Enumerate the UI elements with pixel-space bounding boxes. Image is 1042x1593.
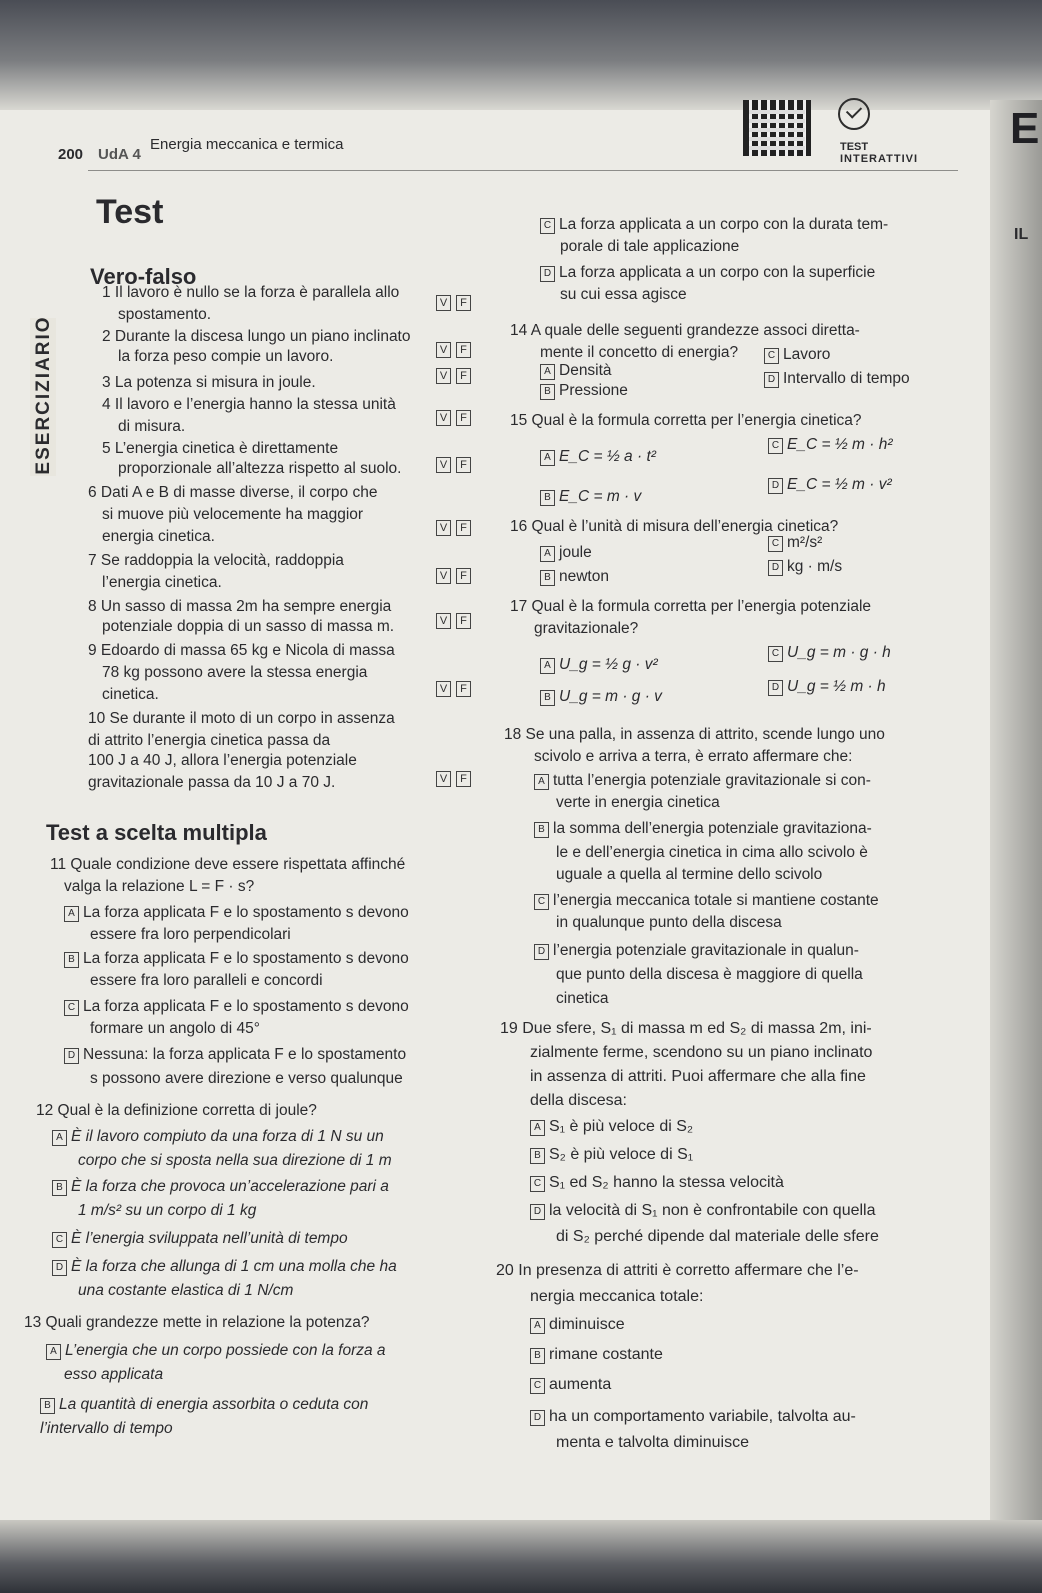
option-text: aumenta: [549, 1376, 612, 1393]
tf-q2-answer[interactable]: [436, 342, 476, 358]
mc-q20-option-a[interactable]: [530, 1316, 625, 1334]
mc-q13-option-d-cont: su cui essa agisce: [560, 286, 687, 303]
option-letter: C: [540, 218, 555, 234]
option-letter: C: [52, 1232, 67, 1248]
mc-q11-line1: 11 Quale condizione deve essere rispettata affinché: [50, 856, 406, 873]
mc-q14-option-d[interactable]: [764, 370, 910, 388]
mc-q14-line2: mente il concetto di energia?: [540, 344, 739, 361]
option-letter: A: [46, 1344, 61, 1360]
option-text: Intervallo di tempo: [783, 370, 910, 387]
mc-q13-option-a[interactable]: [46, 1342, 386, 1360]
option-text: U_g = ½ g · v²: [559, 656, 658, 673]
background-bottom: [0, 1520, 1042, 1593]
option-text: la somma dell’energia potenziale gravitaziona-: [553, 820, 872, 837]
tf-q7-line2: l’energia cinetica.: [102, 574, 222, 591]
main-title: Test: [96, 193, 164, 231]
tf-q9-line3: cinetica.: [102, 686, 159, 703]
mc-q20-option-d[interactable]: [530, 1408, 856, 1426]
true-box[interactable]: V: [436, 568, 451, 584]
option-letter: D: [764, 372, 779, 388]
true-box[interactable]: V: [436, 342, 451, 358]
mc-q18-option-b[interactable]: [534, 820, 872, 838]
mc-q20-line1: 20 In presenza di attriti è corretto affermare che l’e-: [496, 1262, 859, 1279]
option-letter: B: [530, 1348, 545, 1364]
mc-q18-option-b-cont2: uguale a quella al termine dello scivolo: [556, 866, 823, 883]
mc-q18-line2: scivolo e arriva a terra, è errato affermare che:: [534, 748, 853, 765]
mc-q18-option-b-cont1: le e dell’energia cinetica in cima allo scivolo è: [556, 844, 868, 861]
mc-q11-option-b[interactable]: [64, 950, 409, 968]
option-letter: A: [64, 906, 79, 922]
test-label: TEST: [840, 141, 869, 153]
false-box[interactable]: F: [456, 771, 471, 787]
option-text: La forza applicata F e lo spostamento s devono: [83, 950, 409, 967]
mc-q17-option-c[interactable]: [768, 644, 891, 662]
true-box[interactable]: V: [436, 771, 451, 787]
option-text: rimane costante: [549, 1346, 663, 1363]
mc-q12-option-d[interactable]: [52, 1258, 397, 1276]
mc-q19-option-c[interactable]: [530, 1174, 784, 1192]
mc-q13-option-c[interactable]: [540, 216, 888, 234]
tf-q1-line2: spostamento.: [118, 306, 212, 323]
tf-q6-answer[interactable]: [436, 520, 476, 536]
mc-q11-option-d[interactable]: [64, 1046, 406, 1064]
mc-q15-option-c[interactable]: [768, 436, 893, 454]
section-heading-multipla: Test a scelta multipla: [46, 820, 267, 845]
mc-q19-option-a[interactable]: [530, 1118, 693, 1136]
option-letter: D: [768, 560, 783, 576]
tf-q10-answer[interactable]: [436, 771, 476, 787]
side-label: ESERCIZIARIO: [33, 315, 54, 475]
option-text: La forza applicata a un corpo con la durata tem-: [559, 216, 889, 233]
mc-q17-line2: gravitazionale?: [534, 620, 639, 637]
mc-q15-option-d[interactable]: [768, 476, 892, 494]
option-letter: B: [540, 490, 555, 506]
mc-q14-option-b[interactable]: [540, 382, 628, 400]
mc-q18-option-d-cont2: cinetica: [556, 990, 609, 1007]
option-letter: A: [534, 774, 549, 790]
option-letter: B: [540, 384, 555, 400]
tf-q7-line1: 7 Se raddoppia la velocità, raddoppia: [88, 552, 344, 569]
tf-q8-line1: 8 Un sasso di massa 2m ha sempre energia: [88, 598, 392, 615]
option-text: Pressione: [559, 382, 628, 399]
option-text: joule: [559, 544, 592, 561]
option-text: Densità: [559, 362, 612, 379]
option-text: Lavoro: [783, 346, 831, 363]
option-text: la velocità di S₁ non è confrontabile con quella: [549, 1202, 876, 1219]
mc-q20-line2: nergia meccanica totale:: [530, 1288, 704, 1305]
option-letter: D: [768, 478, 783, 494]
option-letter: A: [540, 658, 555, 674]
option-letter: C: [768, 646, 783, 662]
mc-q18-option-a[interactable]: [534, 772, 871, 790]
mc-q13-option-a-cont: esso applicata: [64, 1366, 164, 1383]
tf-q6-line2: si muove più velocemente ha maggior: [102, 506, 364, 523]
option-letter: C: [534, 894, 549, 910]
header-rule: [88, 170, 958, 171]
option-text: È l’energia sviluppata nell’unità di tempo: [71, 1230, 348, 1247]
chapter-title: Energia meccanica e termica: [150, 136, 344, 153]
mc-q18-option-c[interactable]: [534, 892, 879, 910]
mc-q11-option-a[interactable]: [64, 904, 409, 922]
tf-q10-line2: di attrito l’energia cinetica passa da: [88, 732, 331, 749]
check-circle-icon: [838, 98, 870, 130]
option-letter: D: [534, 944, 549, 960]
mc-q17-option-a[interactable]: [540, 656, 658, 674]
option-text: S₁ è più veloce di S₂: [549, 1118, 694, 1135]
mc-q20-option-b[interactable]: [530, 1346, 663, 1364]
mc-q13-option-b[interactable]: [40, 1396, 368, 1414]
mc-q13-option-c-cont: porale di tale applicazione: [560, 238, 740, 255]
mc-q15-option-b[interactable]: [540, 488, 641, 506]
option-text: U_g = m · g · h: [787, 644, 891, 661]
option-letter: B: [52, 1180, 67, 1196]
false-box[interactable]: F: [456, 520, 471, 536]
option-letter: D: [530, 1204, 545, 1220]
mc-q16-option-a[interactable]: [540, 544, 592, 562]
option-text: La forza applicata F e lo spostamento s devono: [83, 998, 409, 1015]
mc-q19-option-d[interactable]: [530, 1202, 876, 1220]
option-text: S₁ ed S₂ hanno la stessa velocità: [549, 1174, 784, 1191]
mc-q18-option-d-cont1: que punto della discesa è maggiore di quella: [556, 966, 863, 983]
corner-letter: E: [1010, 104, 1040, 153]
mc-q11-option-c-cont: formare un angolo di 45°: [90, 1020, 260, 1037]
option-letter: C: [530, 1378, 545, 1394]
option-letter: C: [768, 536, 783, 552]
false-box[interactable]: F: [456, 410, 471, 426]
mc-q17-option-b[interactable]: [540, 688, 662, 706]
mc-q14-line1: 14 A quale delle seguenti grandezze associ diretta-: [510, 322, 860, 339]
interactive-label: INTERATTIVI: [840, 153, 919, 165]
option-letter: D: [768, 680, 783, 696]
tf-q4-line1: 4 Il lavoro e l’energia hanno la stessa unità: [102, 396, 396, 413]
option-text: U_g = ½ m · h: [787, 678, 886, 695]
tf-q10-line4: gravitazionale passa da 10 J a 70 J.: [88, 774, 336, 791]
option-text: È la forza che provoca un’accelerazione pari a: [71, 1178, 389, 1195]
option-letter: A: [52, 1130, 67, 1146]
option-text: Nessuna: la forza applicata F e lo spostamento: [83, 1046, 407, 1063]
tf-q3-answer[interactable]: [436, 368, 476, 384]
option-letter: D: [64, 1048, 79, 1064]
mc-q15-option-a[interactable]: [540, 448, 656, 466]
true-box[interactable]: V: [436, 410, 451, 426]
option-text: l’energia meccanica totale si mantiene costante: [553, 892, 879, 909]
mc-q18-option-a-cont: verte in energia cinetica: [556, 794, 720, 811]
option-letter: C: [64, 1000, 79, 1016]
option-text: È la forza che allunga di 1 cm una molla che ha: [71, 1258, 397, 1275]
mc-q12: 12 Qual è la definizione corretta di joule?: [36, 1102, 317, 1119]
mc-q11-line2: valga la relazione L = F · s?: [64, 878, 255, 895]
mc-q13-option-d[interactable]: [540, 264, 875, 282]
option-text: E_C = m · v: [559, 488, 642, 505]
true-box[interactable]: V: [436, 613, 451, 629]
option-letter: B: [534, 822, 549, 838]
mc-q16-option-b[interactable]: [540, 568, 609, 586]
option-text: La forza applicata F e lo spostamento s devono: [83, 904, 409, 921]
mc-q19-line4: della discesa:: [530, 1092, 627, 1109]
false-box[interactable]: F: [456, 681, 471, 697]
option-letter: A: [540, 450, 555, 466]
tf-q4-line2: di misura.: [118, 418, 186, 435]
option-text: newton: [559, 568, 609, 585]
tf-q10-line1: 10 Se durante il moto di un corpo in assenza: [88, 710, 395, 727]
mc-q20-option-c[interactable]: [530, 1376, 611, 1394]
false-box[interactable]: F: [456, 342, 471, 358]
option-text: La quantità di energia assorbita o ceduta con: [59, 1396, 369, 1413]
true-box[interactable]: V: [436, 457, 451, 473]
mc-q12-option-d-cont: una costante elastica di 1 N/cm: [78, 1282, 294, 1299]
tf-q8-line2: potenziale doppia di un sasso di massa m.: [102, 618, 395, 635]
true-box[interactable]: V: [436, 520, 451, 536]
tf-q6-line3: energia cinetica.: [102, 528, 215, 545]
mc-q19-option-b[interactable]: [530, 1146, 693, 1164]
mc-q19-option-d-cont: di S₂ perché dipende dal materiale delle sfere: [556, 1228, 879, 1245]
option-letter: B: [64, 952, 79, 968]
mc-q13: 13 Quali grandezze mette in relazione la potenza?: [24, 1314, 370, 1331]
option-letter: A: [540, 364, 555, 380]
option-letter: D: [530, 1410, 545, 1426]
option-text: S₂ è più veloce di S₁: [549, 1146, 694, 1163]
option-text: tutta l’energia potenziale gravitazionale si con-: [553, 772, 871, 789]
tf-q9-line2: 78 kg possono avere la stessa energia: [102, 664, 368, 681]
section-heading-vero-falso: Vero-falso: [90, 264, 197, 289]
tf-q9-line1: 9 Edoardo di massa 65 kg e Nicola di massa: [88, 642, 395, 659]
true-box[interactable]: V: [436, 681, 451, 697]
tf-q5-line1: 5 L’energia cinetica è direttamente: [102, 440, 339, 457]
qr-code-pattern: [749, 106, 805, 150]
option-text: La forza applicata a un corpo con la superficie: [559, 264, 876, 281]
mc-q12-option-a-cont: corpo che si sposta nella sua direzione di 1 m: [78, 1152, 392, 1169]
option-text: ha un comportamento variabile, talvolta au-: [549, 1408, 856, 1425]
unit-label: UdA 4: [98, 146, 141, 163]
mc-q17-option-d[interactable]: [768, 678, 886, 696]
false-box[interactable]: F: [456, 568, 471, 584]
option-text: kg · m/s: [787, 558, 843, 575]
option-letter: C: [764, 348, 779, 364]
mc-q12-option-b-cont: 1 m/s² su un corpo di 1 kg: [78, 1202, 257, 1219]
mc-q12-option-a[interactable]: [52, 1128, 384, 1146]
mc-q11-option-d-cont: s possono avere direzione e verso qualunque: [90, 1070, 403, 1087]
mc-q19-line2: zialmente ferme, scendono su un piano inclinato: [530, 1044, 873, 1061]
option-letter: A: [530, 1318, 545, 1334]
option-text: È il lavoro compiuto da una forza di 1 N su un: [71, 1128, 384, 1145]
option-letter: B: [540, 690, 555, 706]
tf-q6-line1: 6 Dati A e B di masse diverse, il corpo che: [88, 484, 378, 501]
mc-q12-option-c[interactable]: [52, 1230, 348, 1248]
tf-q2-line1: 2 Durante la discesa lungo un piano inclinato: [102, 328, 411, 345]
tf-q8-answer[interactable]: [436, 613, 476, 629]
mc-q15: 15 Qual è la formula corretta per l’energia cinetica?: [510, 412, 862, 429]
mc-q13-option-b-cont: l’intervallo di tempo: [40, 1420, 173, 1437]
page-curl-shadow: [990, 100, 1042, 1520]
mc-q16-option-c[interactable]: [768, 534, 822, 552]
option-text: L’energia che un corpo possiede con la forza a: [65, 1342, 386, 1359]
option-letter: B: [530, 1148, 545, 1164]
tf-q1-answer[interactable]: [436, 295, 476, 311]
false-box[interactable]: F: [456, 295, 471, 311]
mc-q11-option-b-cont: essere fra loro paralleli e concordi: [90, 972, 323, 989]
false-box[interactable]: F: [456, 457, 471, 473]
background-top: [0, 0, 1042, 110]
tf-q5-line2: proporzionale all’altezza rispetto al suolo.: [118, 460, 402, 477]
option-letter: C: [530, 1176, 545, 1192]
mc-q17-line1: 17 Qual è la formula corretta per l’energia potenziale: [510, 598, 872, 615]
mc-q11-option-a-cont: essere fra loro perpendicolari: [90, 926, 291, 943]
option-text: E_C = ½ a · t²: [559, 448, 656, 465]
side-tab: [30, 315, 56, 476]
mc-q14-option-a[interactable]: [540, 362, 612, 380]
mc-q18-option-d[interactable]: [534, 942, 859, 960]
option-text: m²/s²: [787, 534, 823, 551]
option-letter: A: [540, 546, 555, 562]
tf-q3: 3 La potenza si misura in joule.: [102, 374, 316, 391]
corner-small-label: IL: [1014, 226, 1029, 243]
tf-q5-answer[interactable]: [436, 457, 476, 473]
option-letter: B: [40, 1398, 55, 1414]
mc-q18-option-c-cont: in qualunque punto della discesa: [556, 914, 782, 931]
option-text: diminuisce: [549, 1316, 625, 1333]
option-letter: D: [52, 1260, 67, 1276]
mc-q20-option-d-cont: menta e talvolta diminuisce: [556, 1434, 749, 1451]
option-text: E_C = ½ m · h²: [787, 436, 893, 453]
true-box[interactable]: V: [436, 295, 451, 311]
tf-q7-answer[interactable]: [436, 568, 476, 584]
option-text: l’energia potenziale gravitazionale in qualun-: [553, 942, 859, 959]
mc-q16-option-d[interactable]: [768, 558, 842, 576]
mc-q19-line1: 19 Due sfere, S₁ di massa m ed S₂ di massa 2m, ini-: [500, 1020, 872, 1037]
tf-q10-line3: 100 J a 40 J, allora l’energia potenziale: [88, 752, 357, 769]
mc-q19-line3: in assenza di attriti. Puoi affermare che alla fine: [530, 1068, 866, 1085]
option-letter: B: [540, 570, 555, 586]
page-number: 200: [58, 146, 84, 163]
mc-q14-option-c[interactable]: [764, 346, 830, 364]
option-letter: A: [530, 1120, 545, 1136]
tf-q2-line2: la forza peso compie un lavoro.: [118, 348, 334, 365]
tf-q1-line1: 1 Il lavoro è nullo se la forza è parallela allo: [102, 284, 400, 301]
mc-q16: 16 Qual è l’unità di misura dell’energia cinetica?: [510, 518, 839, 535]
mc-q18-line1: 18 Se una palla, in assenza di attrito, scende lungo uno: [504, 726, 885, 743]
false-box[interactable]: F: [456, 613, 471, 629]
tf-q9-answer[interactable]: [436, 681, 476, 697]
tf-q4-answer[interactable]: [436, 410, 476, 426]
mc-q12-option-b[interactable]: [52, 1178, 389, 1196]
option-letter: C: [768, 438, 783, 454]
mc-q11-option-c[interactable]: [64, 998, 409, 1016]
false-box[interactable]: F: [456, 368, 471, 384]
true-box[interactable]: V: [436, 368, 451, 384]
option-text: E_C = ½ m · v²: [787, 476, 892, 493]
option-letter: D: [540, 266, 555, 282]
option-text: U_g = m · g · v: [559, 688, 662, 705]
